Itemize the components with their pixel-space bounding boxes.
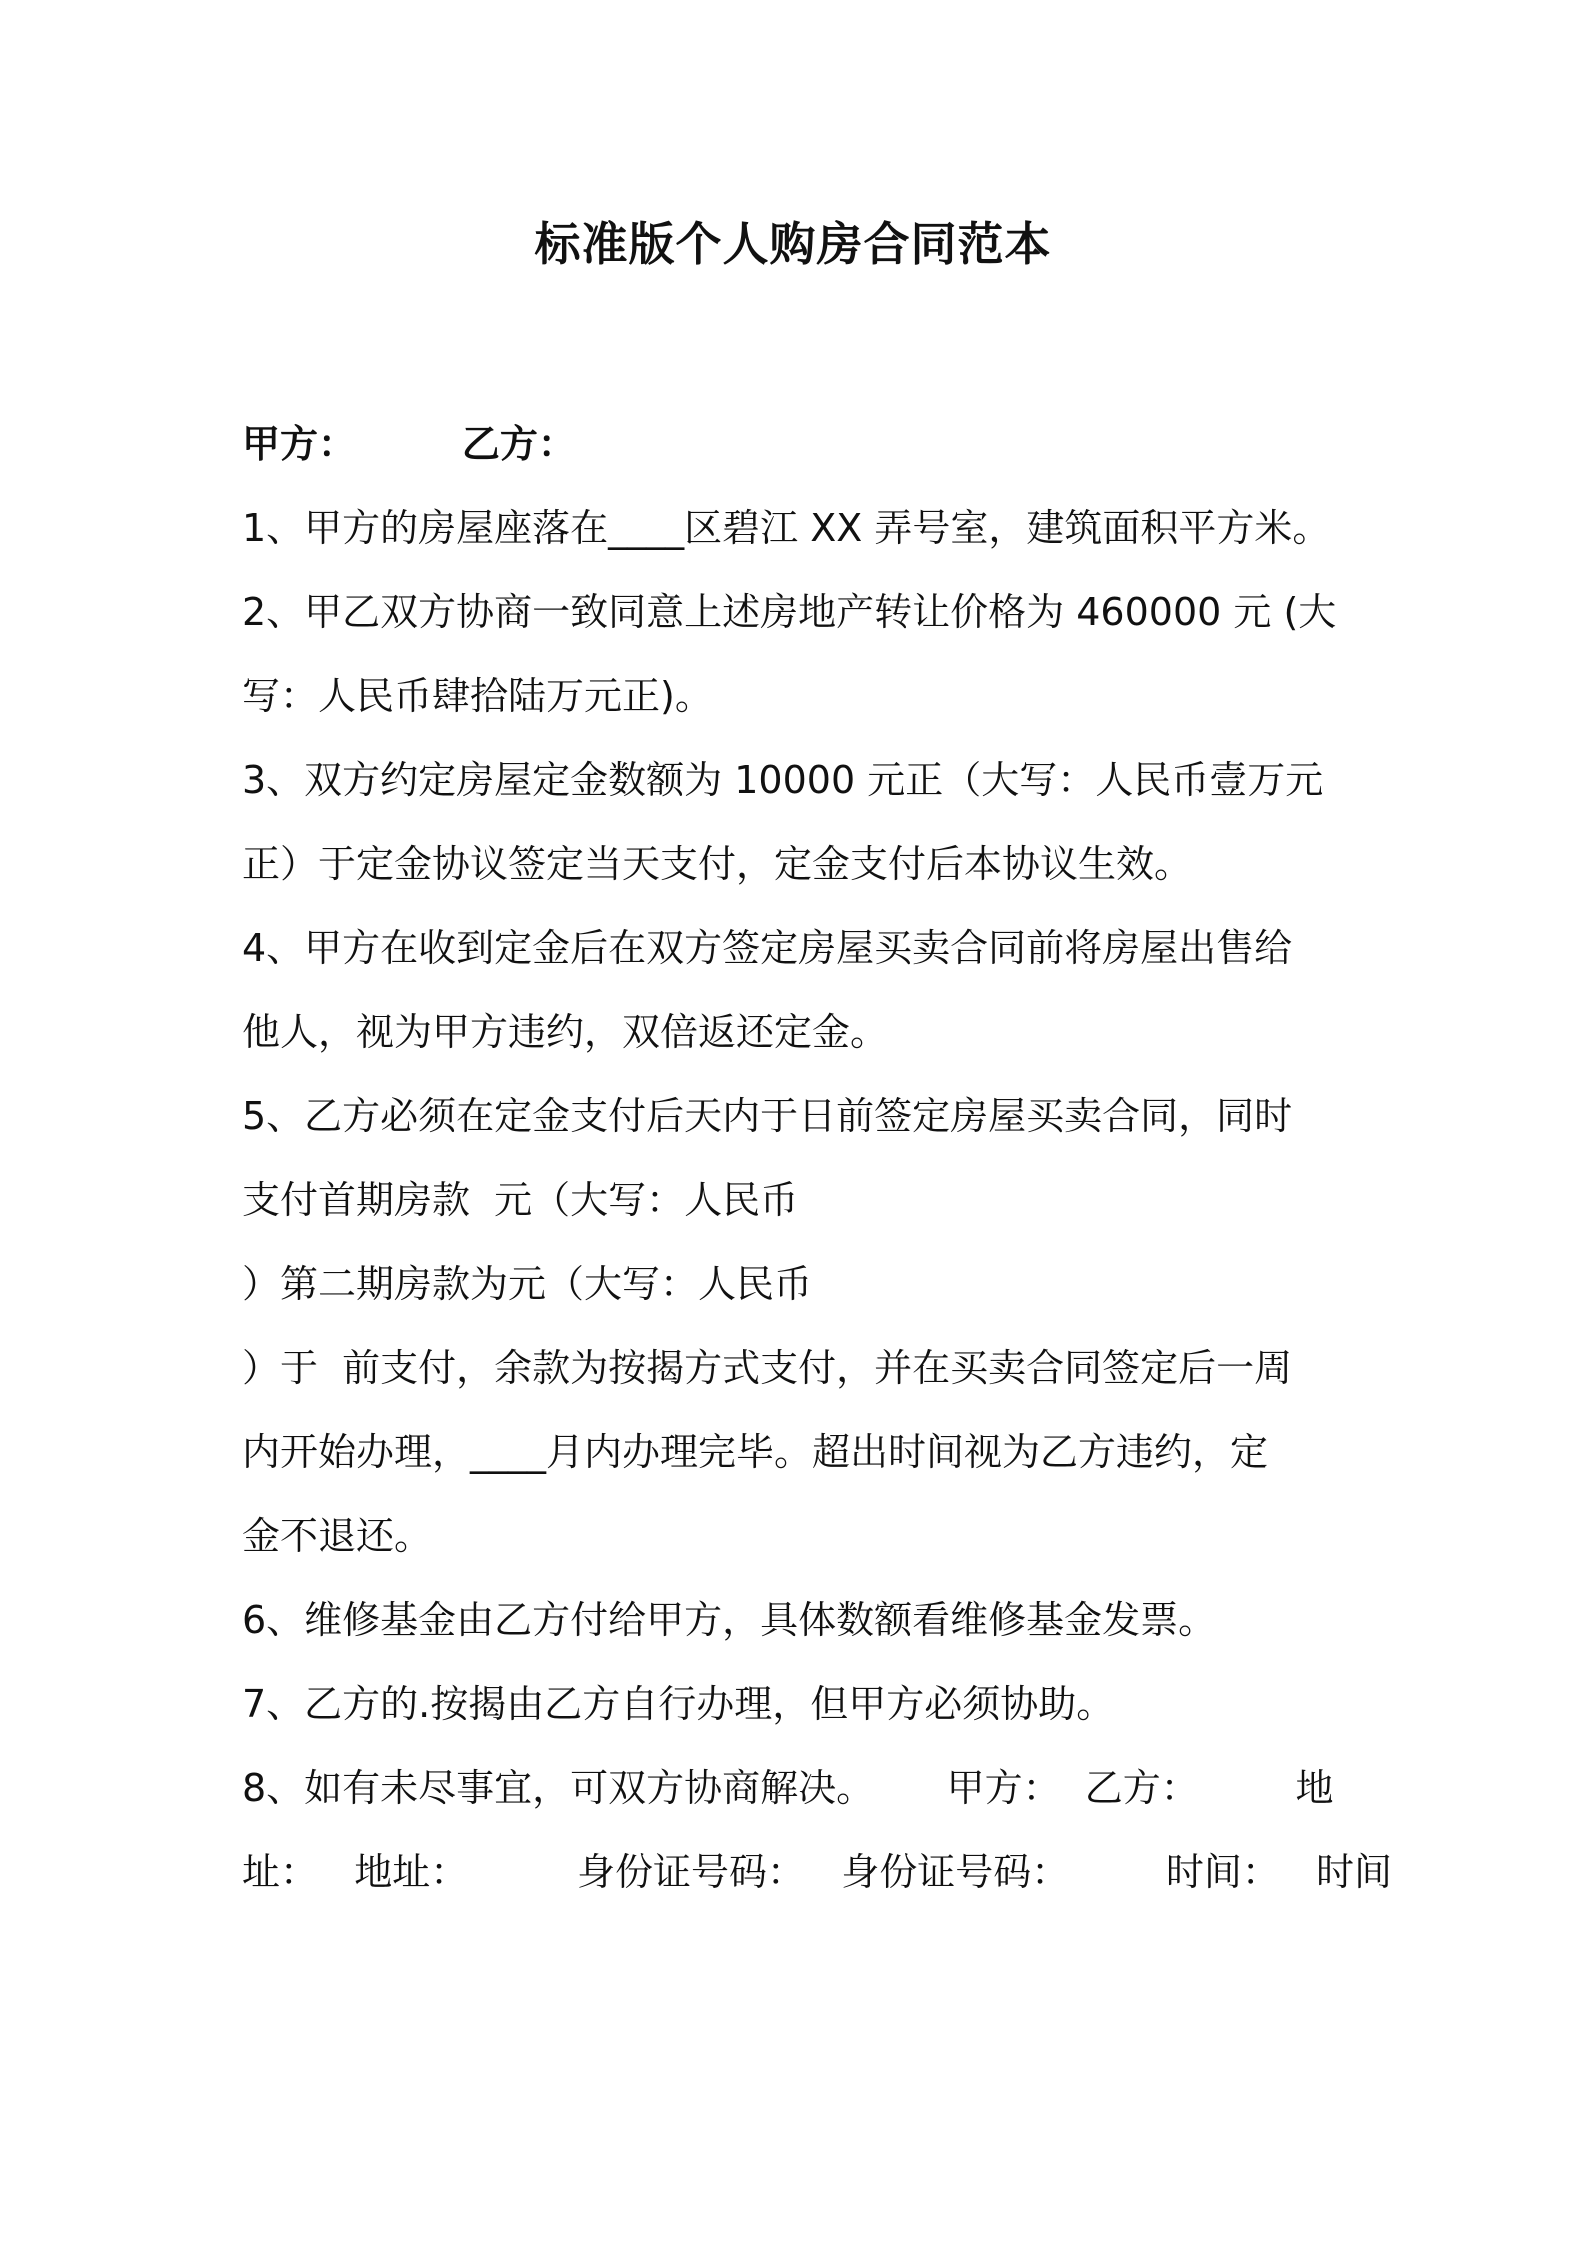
body-line-4: 3、双方约定房屋定金数额为 10000 元正（大写：人民币壹万元 [242, 758, 1324, 802]
body-line-3: 写：人民币肆拾陆万元正)。 [242, 674, 713, 718]
parties-line [242, 402, 1354, 486]
body-line-9: 支付首期房款 元（大写：人民币 [242, 1178, 799, 1222]
parties-label: 甲方： 乙方： [242, 422, 576, 466]
body-line-15: 7、乙方的.按揭由乙方自行办理，但甲方必须协助。 [242, 1682, 1115, 1726]
document-title: 标准版个人购房合同范本 [534, 217, 1052, 271]
body-line-13: 金不退还。 [242, 1514, 433, 1558]
body-line-2: 2、甲乙双方协商一致同意上述房地产转让价格为 460000 元 (大 [242, 590, 1337, 634]
body-line-7: 他人，视为甲方违约，双倍返还定金。 [242, 1010, 889, 1054]
body-line-5: 正）于定金协议签定当天支付，定金支付后本协议生效。 [242, 842, 1193, 886]
body-line-16: 8、如有未尽事宜，可双方协商解决。 甲方： 乙方： 地 [242, 1766, 1334, 1810]
body-line-6: 4、甲方在收到定金后在双方签定房屋买卖合同前将房屋出售给 [242, 926, 1293, 970]
body-line-11: ）于 前支付，余款为按揭方式支付，并在买卖合同签定后一周 [242, 1346, 1293, 1390]
body-line-12: 内开始办理，____月内办理完毕。超出时间视为乙方违约，定 [242, 1430, 1269, 1474]
body-line-17: 址： 地址： 身份证号码： 身份证号码： 时间： 时间 [242, 1850, 1393, 1894]
body-line-14: 6、维修基金由乙方付给甲方，具体数额看维修基金发票。 [242, 1598, 1217, 1642]
document-body [242, 402, 1393, 1914]
body-line-10: ）第二期房款为元（大写：人民币 [242, 1262, 813, 1306]
body-line-1: 1、甲方的房屋座落在____区碧江 XX 弄号室，建筑面积平方米。 [242, 506, 1331, 550]
body-line-8: 5、乙方必须在定金支付后天内于日前签定房屋买卖合同，同时 [242, 1094, 1293, 1138]
